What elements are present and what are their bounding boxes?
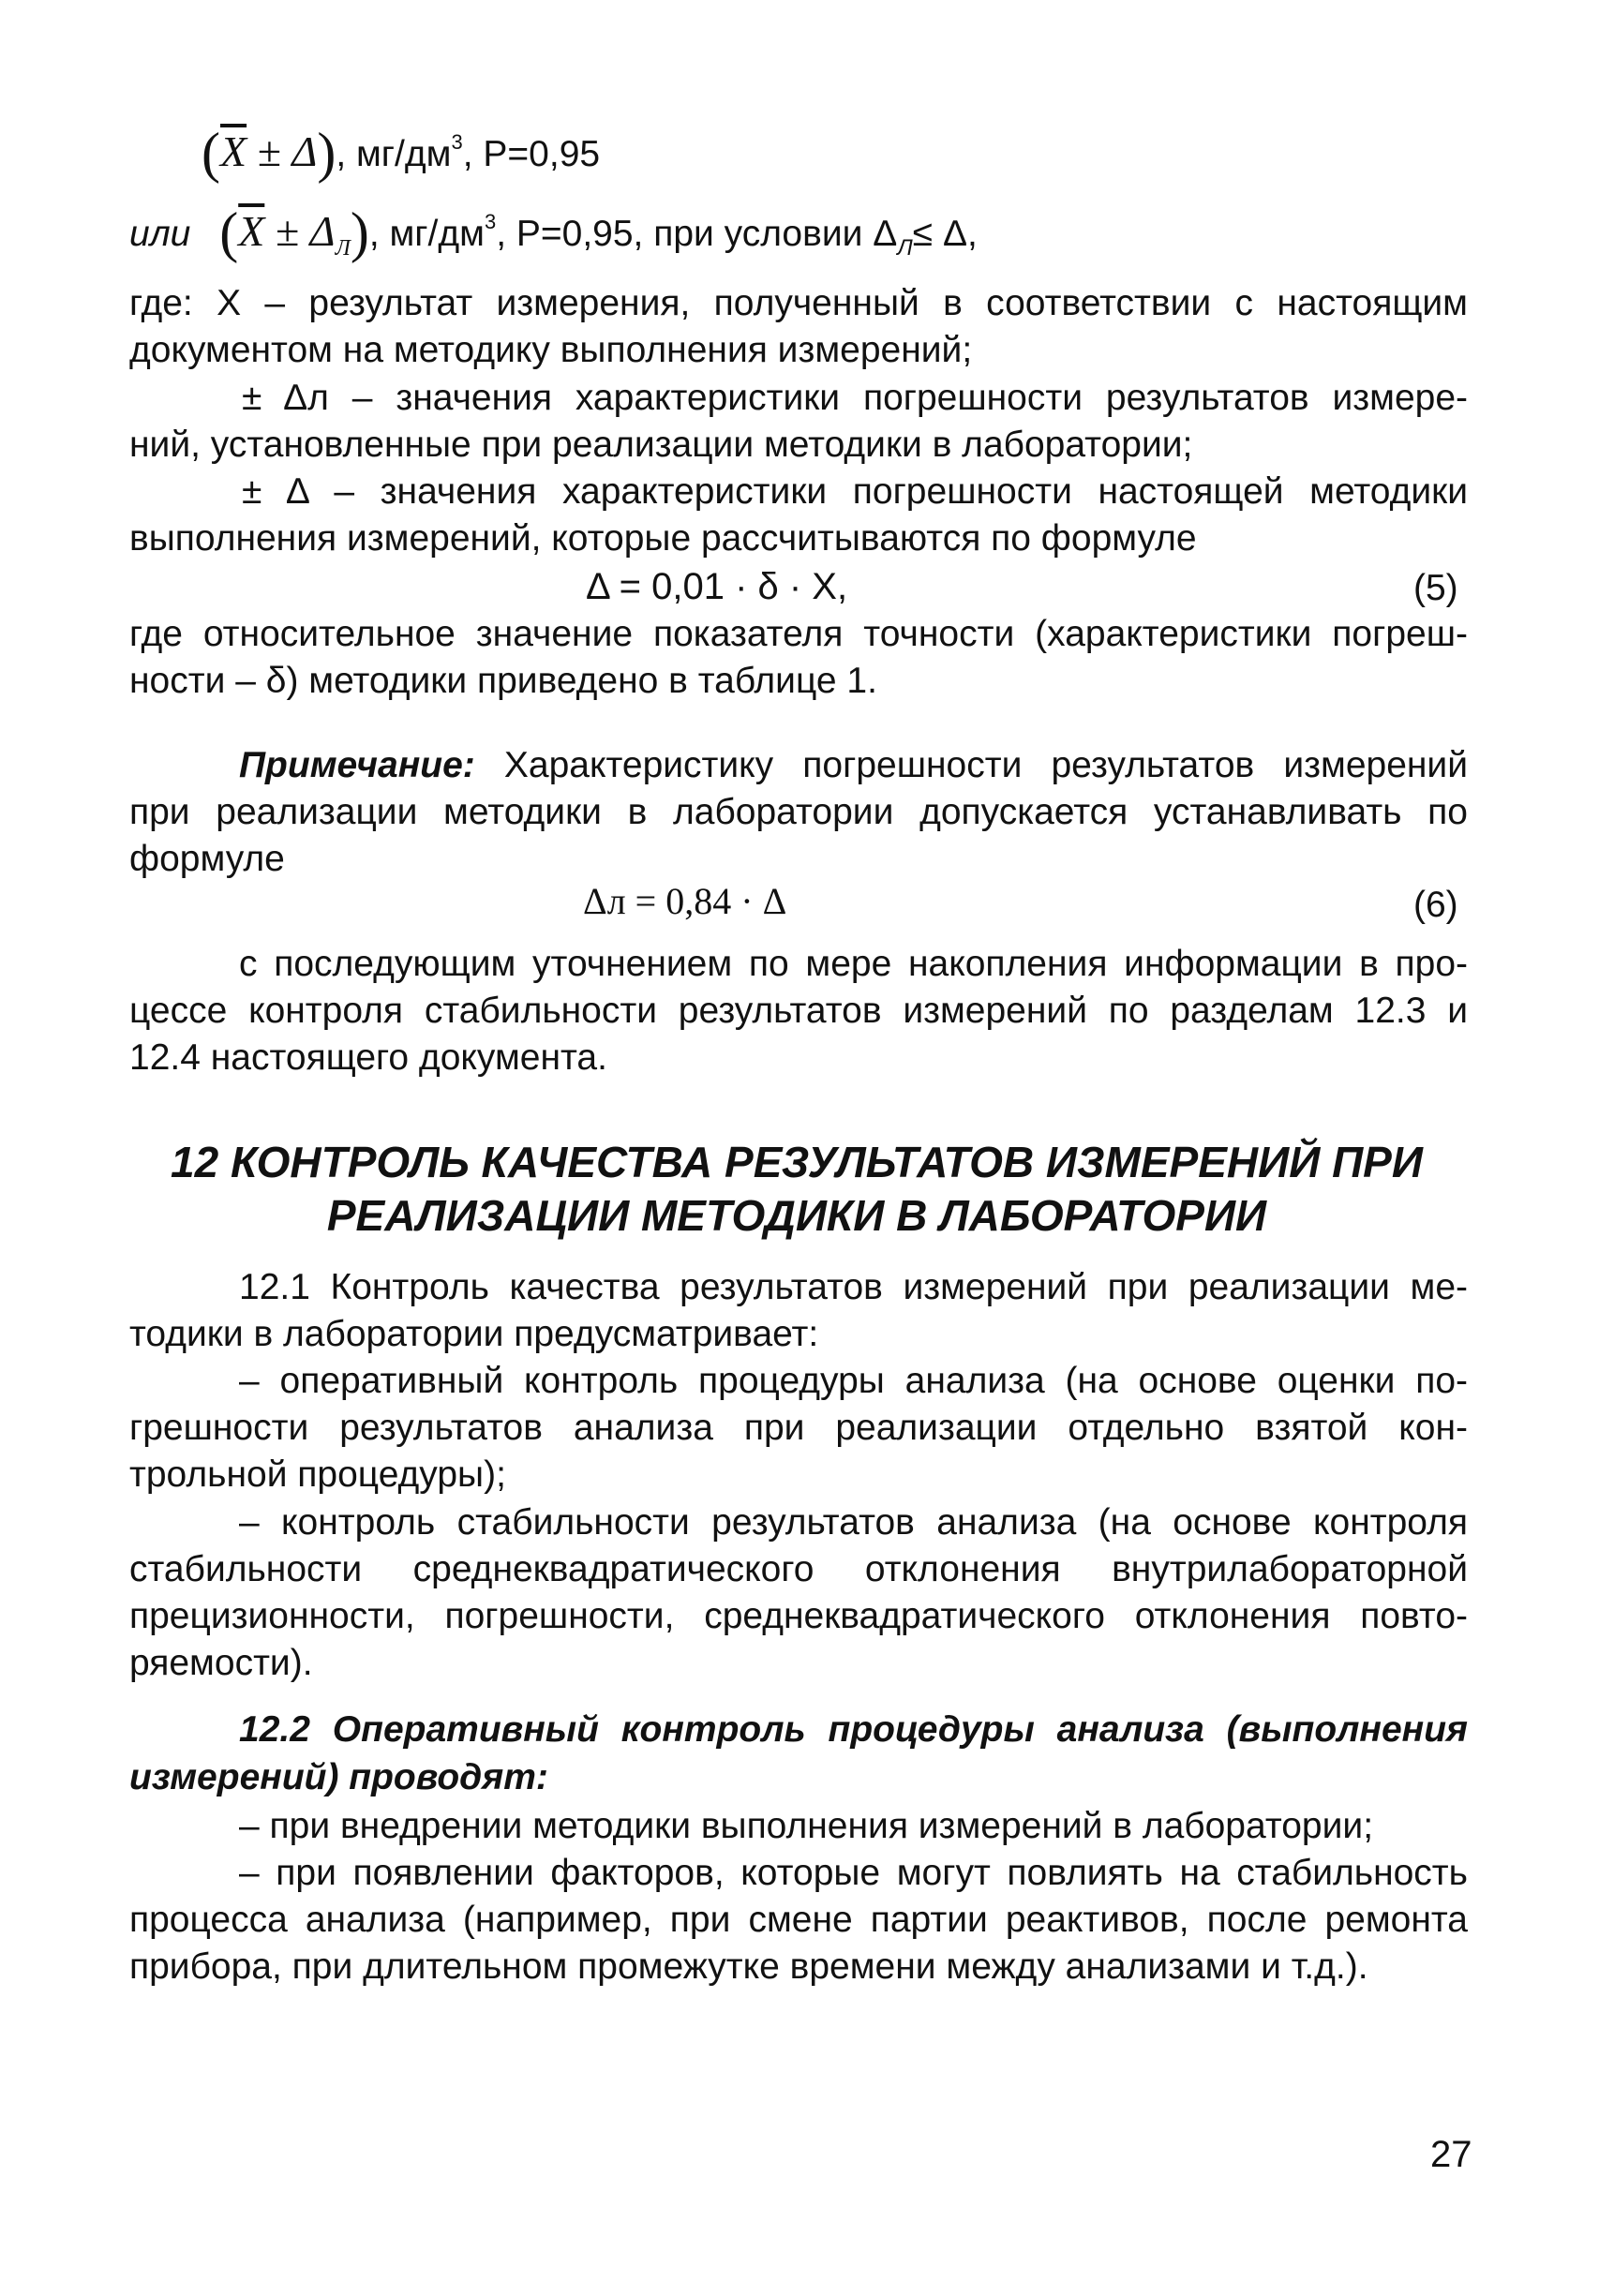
after-eq5-line-1: где относительное значение показателя точности (характеристики погреш- bbox=[129, 614, 1468, 654]
formula-line-1 bbox=[202, 120, 601, 184]
defs-line-2: документом на методику выполнения измерений; bbox=[129, 330, 973, 370]
equation-6-number: (6) bbox=[1413, 885, 1458, 925]
section-heading-line-2: РЕАЛИЗАЦИИ МЕТОДИКИ В ЛАБОРАТОРИИ bbox=[326, 1191, 1267, 1240]
formula-x-bar-pm-delta-lab: $\overline{X} \pm \Delta_Л$ bbox=[238, 207, 351, 261]
note-label: Примечание: bbox=[239, 745, 475, 785]
equation-5: Δ = 0,01 · δ · X, bbox=[586, 566, 848, 607]
equation-5-number: (5) bbox=[1413, 568, 1458, 608]
p121-line-1: 12.1 Контроль качества результатов измерений при реализации ме- bbox=[239, 1267, 1468, 1307]
p121-line-3: – оперативный контроль процедуры анализа (на основе оценки по- bbox=[239, 1361, 1468, 1401]
right-paren: ) bbox=[350, 201, 369, 263]
p121-line-9: ряемости). bbox=[129, 1643, 313, 1683]
page-number: 27 bbox=[1430, 2134, 1472, 2175]
p122-line-3: – при внедрении методики выполнения измерений в лаборатории; bbox=[239, 1806, 1374, 1846]
after-eq5-line-2: ности – δ) методики приведено в таблице 1. bbox=[129, 661, 877, 701]
p122-line-6: прибора, при длительном промежутке времени между анализами и т.д.). bbox=[129, 1946, 1368, 1987]
condition-subscript: Л bbox=[897, 235, 913, 261]
note-text-1: Характеристику погрешности результатов измерений bbox=[474, 745, 1468, 785]
formula-line-2 bbox=[129, 200, 978, 271]
formula-x-bar-pm-delta: $\overline{X} \pm \Delta$ bbox=[219, 127, 318, 175]
defs-line-4: ний, установленные при реализации методики в лаборатории; bbox=[129, 425, 1193, 465]
note-line-2: при реализации методики в лаборатории допускается устанавливать по bbox=[129, 792, 1468, 832]
unit-exponent: 3 bbox=[484, 210, 497, 233]
p121-line-7: стабильности среднеквадратического отклонения внутрилабораторной bbox=[129, 1549, 1468, 1589]
or-word: или bbox=[129, 214, 191, 254]
note-line-1 bbox=[239, 743, 1468, 788]
p121-line-5: трольной процедуры); bbox=[129, 1454, 506, 1495]
defs-line-3: ± Δл – значения характеристики погрешности результатов измере- bbox=[242, 378, 1468, 418]
unit-text: , мг/дм bbox=[368, 214, 485, 254]
defs-line-5: ± Δ – значения характеристики погрешности настоящей методики bbox=[242, 471, 1468, 512]
p121-line-6: – контроль стабильности результатов анализа (на основе контроля bbox=[239, 1502, 1468, 1543]
right-paren: ) bbox=[317, 122, 336, 184]
p121-line-2: тодики в лаборатории предусматривает: bbox=[129, 1314, 819, 1354]
p122-line-4: – при появлении факторов, которые могут повлиять на стабильность bbox=[239, 1853, 1468, 1893]
section-heading-line-1: 12 КОНТРОЛЬ КАЧЕСТВА РЕЗУЛЬТАТОВ ИЗМЕРЕНИЙ ПРИ bbox=[171, 1138, 1423, 1186]
p121-line-8: прецизионности, погрешности, среднеквадратического отклонения повто- bbox=[129, 1596, 1468, 1636]
p122-line-1: 12.2 Оперативный контроль процедуры анализа (выполнения bbox=[239, 1709, 1468, 1750]
p122-line-2: измерений) проводят: bbox=[129, 1757, 548, 1797]
left-paren: ( bbox=[202, 122, 220, 184]
note-line-3: формуле bbox=[129, 839, 285, 879]
probability-text: , Р=0,95 bbox=[462, 134, 601, 174]
defs-line-1: где: Х – результат измерения, полученный в соответствии с настоящим bbox=[129, 283, 1468, 323]
unit-text: , мг/дм bbox=[336, 134, 452, 174]
p121-line-4: грешности результатов анализа при реализации отдельно взятой кон- bbox=[129, 1408, 1468, 1448]
left-paren: ( bbox=[219, 201, 239, 263]
condition-text: , Р=0,95, при условии Δ bbox=[496, 214, 898, 254]
defs-line-6: выполнения измерений, которые рассчитываются по формуле bbox=[129, 518, 1197, 559]
condition-tail: ≤ Δ, bbox=[912, 214, 978, 254]
unit-exponent: 3 bbox=[451, 130, 463, 154]
after-eq6-line-3: 12.4 настоящего документа. bbox=[129, 1037, 607, 1078]
equation-6: Δл = 0,84 · Δ bbox=[583, 880, 787, 922]
after-eq6-line-1: с последующим уточнением по мере накопления информации в про- bbox=[239, 944, 1468, 984]
p122-line-5: процесса анализа (например, при смене партии реактивов, после ремонта bbox=[129, 1900, 1468, 1940]
after-eq6-line-2: цессе контроля стабильности результатов измерений по разделам 12.3 и bbox=[129, 991, 1468, 1031]
